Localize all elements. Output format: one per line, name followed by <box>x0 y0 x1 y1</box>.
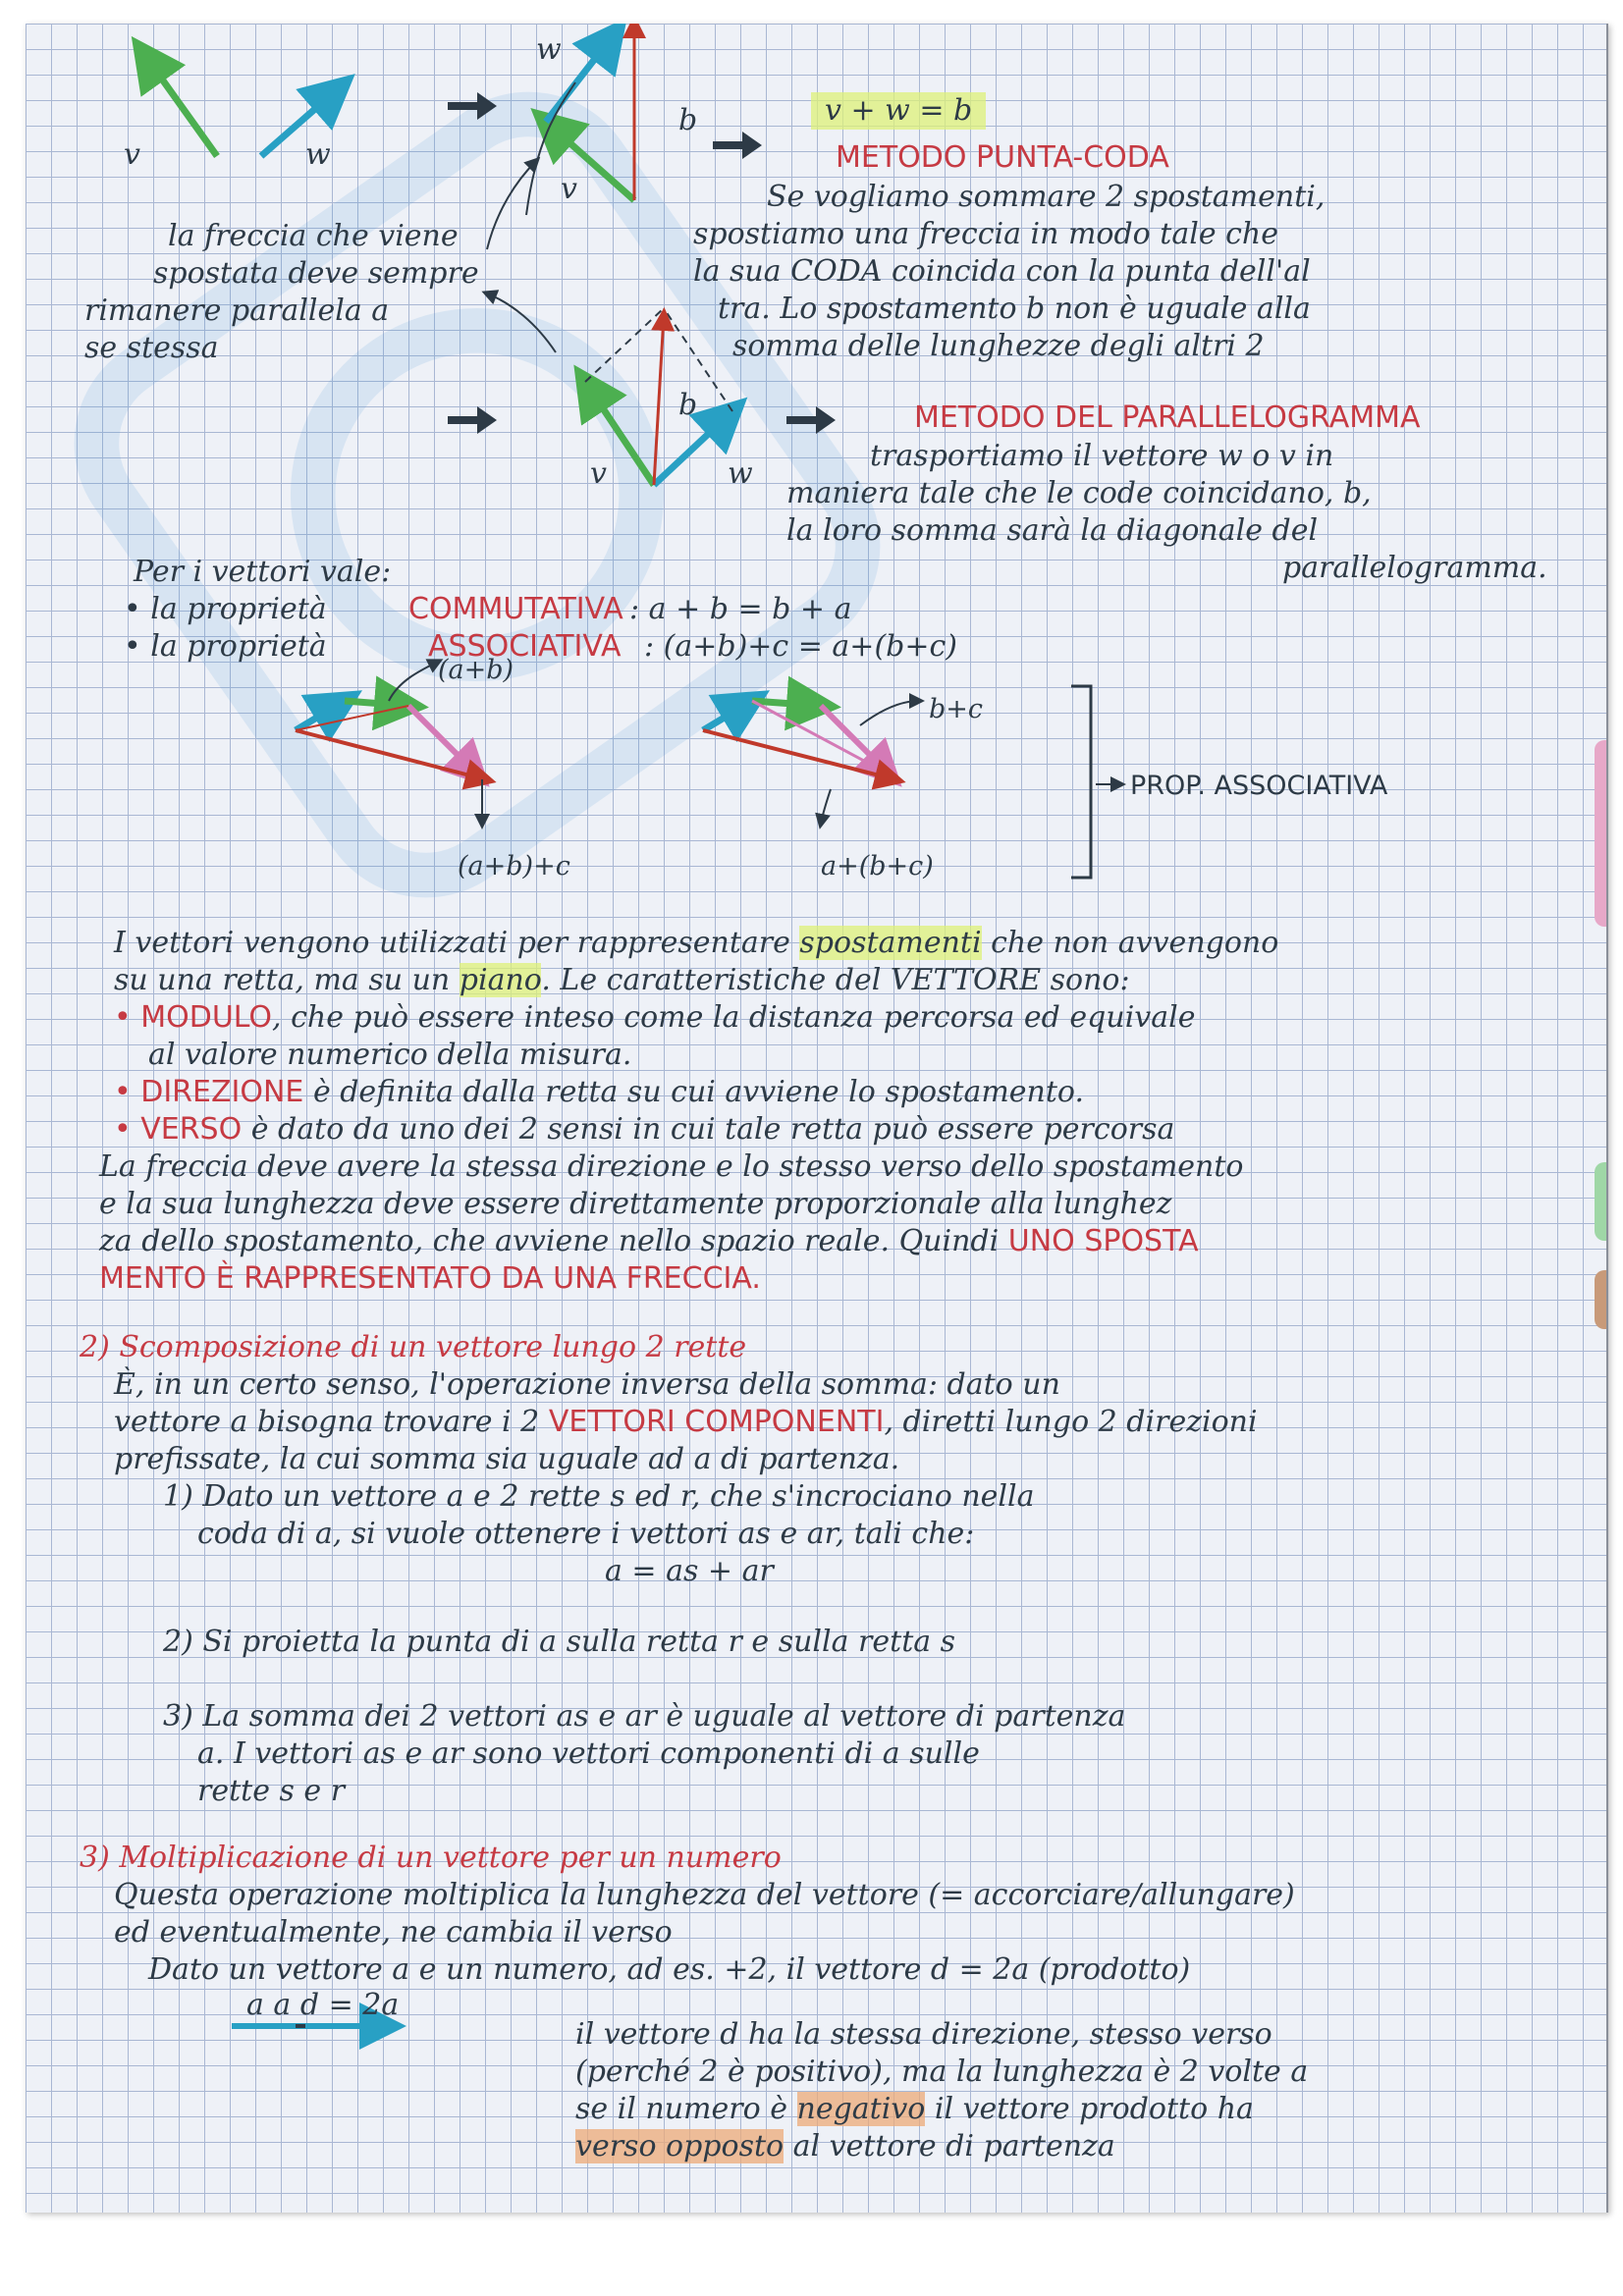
text-line: trasportiamo il vettore w o v in <box>870 439 1334 473</box>
text-line: 2) Si proietta la punta di a sulla retta r e sulla retta s <box>163 1625 956 1659</box>
highlight-spostamenti: spostamenti <box>799 926 982 960</box>
side-note: la freccia che viene <box>168 219 459 253</box>
heading-parallelogramma: METODO DEL PARALLELOGRAMMA <box>914 400 1421 435</box>
text-line: • MODULO, che può essere inteso come la distanza percorsa ed equivale <box>114 1000 1196 1035</box>
side-note: se stessa <box>84 331 219 365</box>
equation-v-w-b: v + w = b <box>811 92 986 130</box>
text-line: se il numero è negativo il vettore prodotto ha <box>575 2092 1254 2126</box>
text-line: 3) La somma dei 2 vettori as e ar è uguale al vettore di partenza <box>163 1699 1126 1734</box>
text-line: e la sua lunghezza deve essere direttamente proporzionale alla lunghez <box>99 1187 1172 1221</box>
label-w: w <box>305 137 331 172</box>
term-verso: • VERSO <box>114 1112 243 1147</box>
side-note: rimanere parallela a <box>84 294 390 328</box>
formula: a = as + ar <box>605 1554 774 1588</box>
conclusion-red: MENTO È RAPPRESENTATO DA UNA FRECCIA. <box>99 1261 761 1296</box>
label-b-par: b <box>678 388 698 422</box>
term-direzione: • DIREZIONE <box>114 1075 304 1109</box>
label-b: b <box>678 103 698 137</box>
highlight-verso-opposto: verso opposto <box>575 2129 784 2163</box>
heading-moltiplicazione: 3) Moltiplicazione di un vettore per un numero <box>80 1841 782 1875</box>
text-line: rette s e r <box>197 1774 346 1808</box>
fig-label-bc: b+c <box>929 694 984 724</box>
text-line: a. I vettori as e ar sono vettori componenti di a sulle <box>197 1736 980 1771</box>
text-line: maniera tale che le code coincidano, b, <box>786 476 1372 510</box>
heading-scomposizione: 2) Scomposizione di un vettore lungo 2 rette <box>80 1330 747 1364</box>
text-line: Questa operazione moltiplica la lunghezza del vettore (= accorciare/allungare) <box>114 1878 1295 1912</box>
heading-punta-coda: METODO PUNTA-CODA <box>836 140 1169 175</box>
note-pointer-arrow <box>487 161 536 249</box>
text-line: • VERSO è dato da uno dei 2 sensi in cui tale retta può essere percorsa <box>114 1112 1175 1147</box>
conclusion-red: UNO SPOSTA <box>1007 1224 1199 1258</box>
vector-v-arrow <box>143 53 217 156</box>
associative-bracket <box>1071 686 1120 878</box>
associative-figure-right <box>703 701 919 824</box>
text-line: 1) Dato un vettore a e 2 rette s ed r, che s'incrociano nella <box>163 1479 1035 1514</box>
associative-name: ASSOCIATIVA <box>428 629 622 664</box>
highlight-negativo: negativo <box>796 2092 926 2126</box>
commutative-name: COMMUTATIVA <box>408 592 623 626</box>
text-line: prefissate, la cui somma sia uguale ad a di partenza. <box>114 1442 900 1476</box>
associative-formula: : (a+b)+c = a+(b+c) <box>644 629 957 664</box>
text-line: È, in un certo senso, l'operazione inversa della somma: dato un <box>114 1367 1060 1402</box>
side-note: spostata deve sempre <box>153 256 479 291</box>
commutative-label: • la proprietà <box>124 592 327 626</box>
thick-arrow-icon <box>448 92 497 120</box>
thick-arrow-icon <box>713 132 762 159</box>
label-w-par: w <box>728 456 753 491</box>
text-line: I vettori vengono utilizzati per rappresentare spostamenti che non avvengono <box>114 926 1279 960</box>
text-line: coda di a, si vuole ottenere i vettori as e ar, tali che: <box>197 1517 975 1551</box>
label-v-bottom: v <box>561 172 577 206</box>
text-line: verso opposto al vettore di partenza <box>575 2129 1115 2163</box>
multiplication-fig-label: a a d = 2a <box>246 1988 400 2022</box>
label-w-top: w <box>536 32 562 67</box>
text-line: somma delle lunghezze degli altri 2 <box>732 329 1265 363</box>
text-line: • DIREZIONE è definita dalla retta su cui avviene lo spostamento. <box>114 1075 1085 1109</box>
text-line: La freccia deve avere la stessa direzione e lo stesso verso dello spostamento <box>99 1149 1244 1184</box>
notebook-page <box>26 24 1608 2213</box>
term-vettori-componenti: VETTORI COMPONENTI <box>548 1405 885 1439</box>
label-v: v <box>124 137 140 172</box>
text-line: Dato un vettore a e un numero, ad es. +2, il vettore d = 2a (prodotto) <box>148 1952 1191 1987</box>
fig-label-ab-c: (a+b)+c <box>458 851 570 881</box>
associative-label: • la proprietà <box>124 629 327 664</box>
properties-intro: Per i vettori vale: <box>134 555 392 589</box>
text-line: (perché 2 è positivo), ma la lunghezza è 2 volte a <box>575 2055 1309 2089</box>
fig-label-ab: (a+b) <box>438 655 514 685</box>
text-line: su una retta, ma su un piano. Le caratteristiche del VETTORE sono: <box>114 963 1130 997</box>
term-modulo: • MODULO <box>114 1000 273 1035</box>
text-line: spostiamo una freccia in modo tale che <box>693 217 1278 251</box>
text-line: parallelogramma. <box>1282 551 1547 585</box>
text-line: vettore a bisogna trovare i 2 VETTORI COMPONENTI, diretti lungo 2 direzioni <box>114 1405 1258 1439</box>
text-line: al valore numerico della misura. <box>148 1038 632 1072</box>
text-line: la sua CODA coincida con la punta dell'al <box>693 254 1311 289</box>
label-v-par: v <box>590 456 607 491</box>
text-line: ed eventualmente, ne cambia il verso <box>114 1915 673 1949</box>
bracket-label: PROP. ASSOCIATIVA <box>1130 771 1388 801</box>
text-line: za dello spostamento, che avviene nello spazio reale. Quindi UNO SPOSTA <box>99 1224 1199 1258</box>
text-line: Se vogliamo sommare 2 spostamenti, <box>767 180 1325 214</box>
highlight-piano: piano <box>459 963 542 997</box>
text-line: il vettore d ha la stessa direzione, stesso verso <box>575 2017 1272 2052</box>
fig-label-a-bc: a+(b+c) <box>821 851 934 881</box>
note-pointer-arrow <box>487 294 556 352</box>
commutative-formula: : a + b = b + a <box>629 592 852 626</box>
text-line: la loro somma sarà la diagonale del <box>786 513 1319 548</box>
text-line: tra. Lo spostamento b non è uguale alla <box>718 292 1311 326</box>
